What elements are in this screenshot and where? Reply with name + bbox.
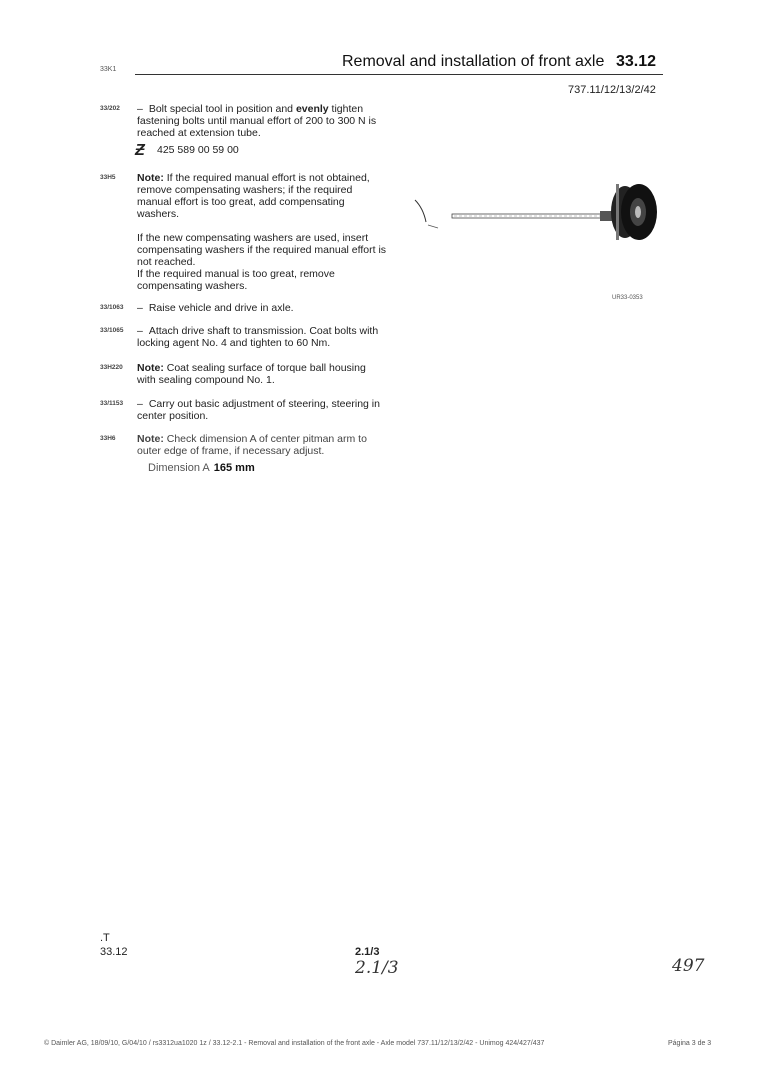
footer-mark: .T: [100, 932, 110, 944]
model-reference: 737.11/12/13/2/42: [568, 84, 656, 96]
header-divider: [135, 74, 663, 75]
handwritten-number: 497: [672, 956, 705, 976]
footer-page-number: 2.1/3: [355, 946, 380, 958]
handwritten-page-number: 2.1/3: [355, 958, 399, 978]
page-title: Removal and installation of front axle: [342, 53, 605, 70]
tool-number: 425 589 00 59 00: [157, 144, 239, 156]
footer-section: 33.12: [100, 946, 128, 958]
step-code: 33/1153: [100, 400, 124, 407]
special-tool-illustration: [410, 170, 670, 250]
step-code: 33H5: [100, 174, 116, 181]
step-code: 33H6: [100, 435, 116, 442]
image-reference: UR33-0353: [612, 295, 643, 301]
special-tool-icon: Ƶ: [135, 142, 145, 159]
copyright-line: © Daimler AG, 18/09/10, G/04/10 / rs3312ua1020 1z / 33.12-2.1 - Removal and installation of the front axle - Axle model 737.11/12/13/2/42 - Unimog 424/427/437: [44, 1040, 545, 1047]
page-indicator: Página 3 de 3: [668, 1040, 712, 1047]
step-text: – Bolt special tool in position and evenly tighten fastening bolts until manual effort of 200 to 300 N is reached at extension tube.: [137, 103, 377, 139]
step-code: 33/1065: [100, 327, 124, 334]
dimension-a: Dimension A 165 mm: [148, 462, 255, 474]
header-code: 33K1: [100, 66, 117, 73]
special-tool-line: [135, 142, 239, 160]
section-number: 33.12: [616, 53, 657, 70]
step-code: 33H220: [100, 364, 123, 371]
step-code: 33/202: [100, 105, 120, 112]
step-code: 33/1063: [100, 304, 124, 311]
